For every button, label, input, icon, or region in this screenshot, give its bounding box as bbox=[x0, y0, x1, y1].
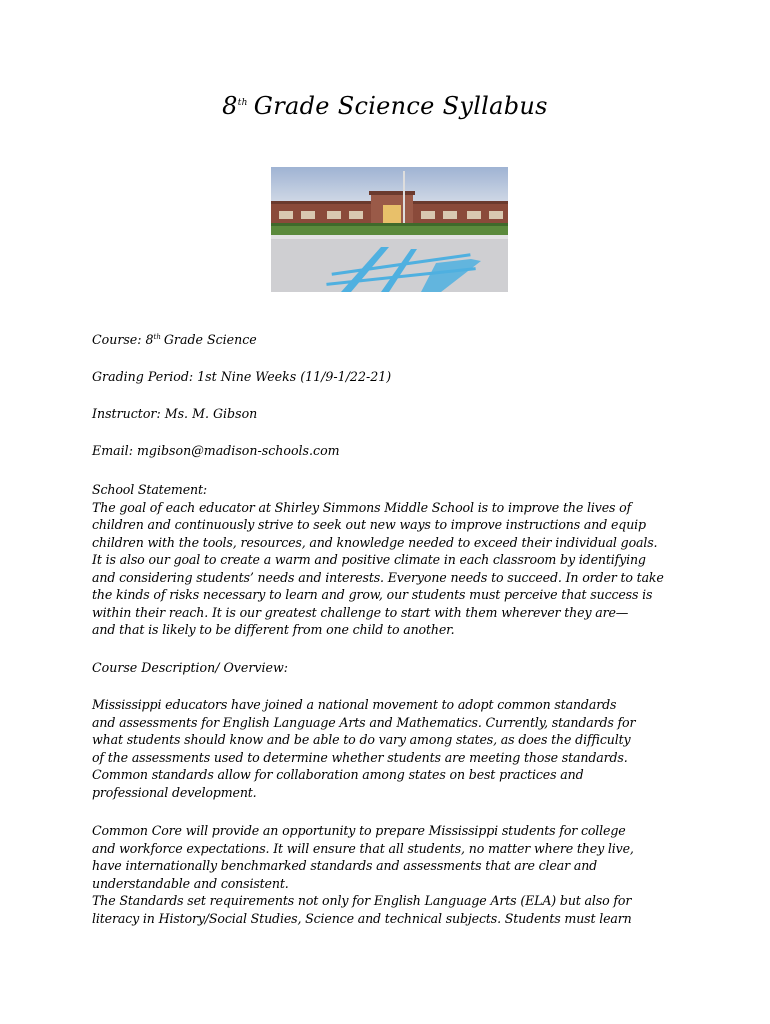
course-suffix: th bbox=[153, 332, 161, 341]
school-photo bbox=[271, 167, 508, 292]
paragraph-line: professional development. bbox=[92, 784, 257, 800]
paragraph-line: Common Core will provide an opportunity to prepare Mississippi students for college bbox=[92, 823, 626, 838]
paragraph-line: and workforce expectations. It will ensure that all students, no matter where they live, bbox=[92, 840, 634, 856]
title-suffix: th bbox=[237, 98, 248, 108]
paragraph-line: understandable and consistent. bbox=[92, 875, 289, 891]
paragraph-line: and assessments for English Language Arts and Mathematics. Currently, standards for bbox=[92, 714, 636, 730]
statement-line: within their reach. It is our greatest challenge to start with them wherever they are— bbox=[92, 604, 629, 620]
instructor-field: Instructor: Ms. M. Gibson bbox=[92, 406, 258, 421]
statement-line: children and continuously strive to seek out new ways to improve instructions and equip bbox=[92, 517, 646, 532]
paragraph-line: Mississippi educators have joined a national movement to adopt common standards bbox=[92, 697, 617, 712]
school-statement bbox=[92, 481, 692, 639]
paragraph-line: Common standards allow for collaboration among states on best practices and bbox=[92, 767, 584, 782]
statement-line: and that is likely to be different from one child to another. bbox=[92, 622, 455, 637]
course-label: Course: 8 bbox=[92, 332, 154, 347]
statement-line: the kinds of risks necessary to learn and grow, our students must perceive that success is bbox=[92, 587, 653, 602]
school-building-image bbox=[271, 167, 508, 292]
statement-line: The goal of each educator at Shirley Simmons Middle School is to improve the lives of bbox=[92, 499, 632, 515]
course-value: Grade Science bbox=[163, 332, 257, 347]
statement-line: and considering students’ needs and interests. Everyone needs to succeed. In order to take bbox=[92, 569, 664, 585]
paragraph-line: The Standards set requirements not only for English Language Arts (ELA) but also for bbox=[92, 893, 632, 908]
paragraph-line: what students should know and be able to do vary among states, as does the difficulty bbox=[92, 732, 631, 747]
title-number: 8 bbox=[222, 92, 238, 120]
paragraph-line: have internationally benchmarked standards and assessments that are clear and bbox=[92, 858, 598, 873]
statement-line: It is also our goal to create a warm and positive climate in each classroom by identifying bbox=[92, 552, 646, 567]
statement-line: children with the tools, resources, and knowledge needed to exceed their individual goals. bbox=[92, 534, 658, 550]
page-title bbox=[0, 92, 770, 120]
course-description-paragraph-1 bbox=[92, 696, 692, 801]
title-text: Grade Science Syllabus bbox=[253, 92, 548, 120]
course-description-heading: Course Description/ Overview: bbox=[92, 660, 289, 675]
school-statement-heading: School Statement: bbox=[92, 482, 207, 497]
paragraph-line: literacy in History/Social Studies, Science and technical subjects. Students must learn bbox=[92, 910, 632, 926]
email-field: Email: mgibson@madison-schools.com bbox=[92, 443, 340, 458]
paragraph-line: of the assessments used to determine whether students are meeting those standards. bbox=[92, 749, 628, 765]
course-field bbox=[92, 332, 257, 347]
course-description-paragraph-2 bbox=[92, 822, 692, 927]
grading-period-field: Grading Period: 1st Nine Weeks (11/9-1/22-21) bbox=[92, 369, 392, 384]
